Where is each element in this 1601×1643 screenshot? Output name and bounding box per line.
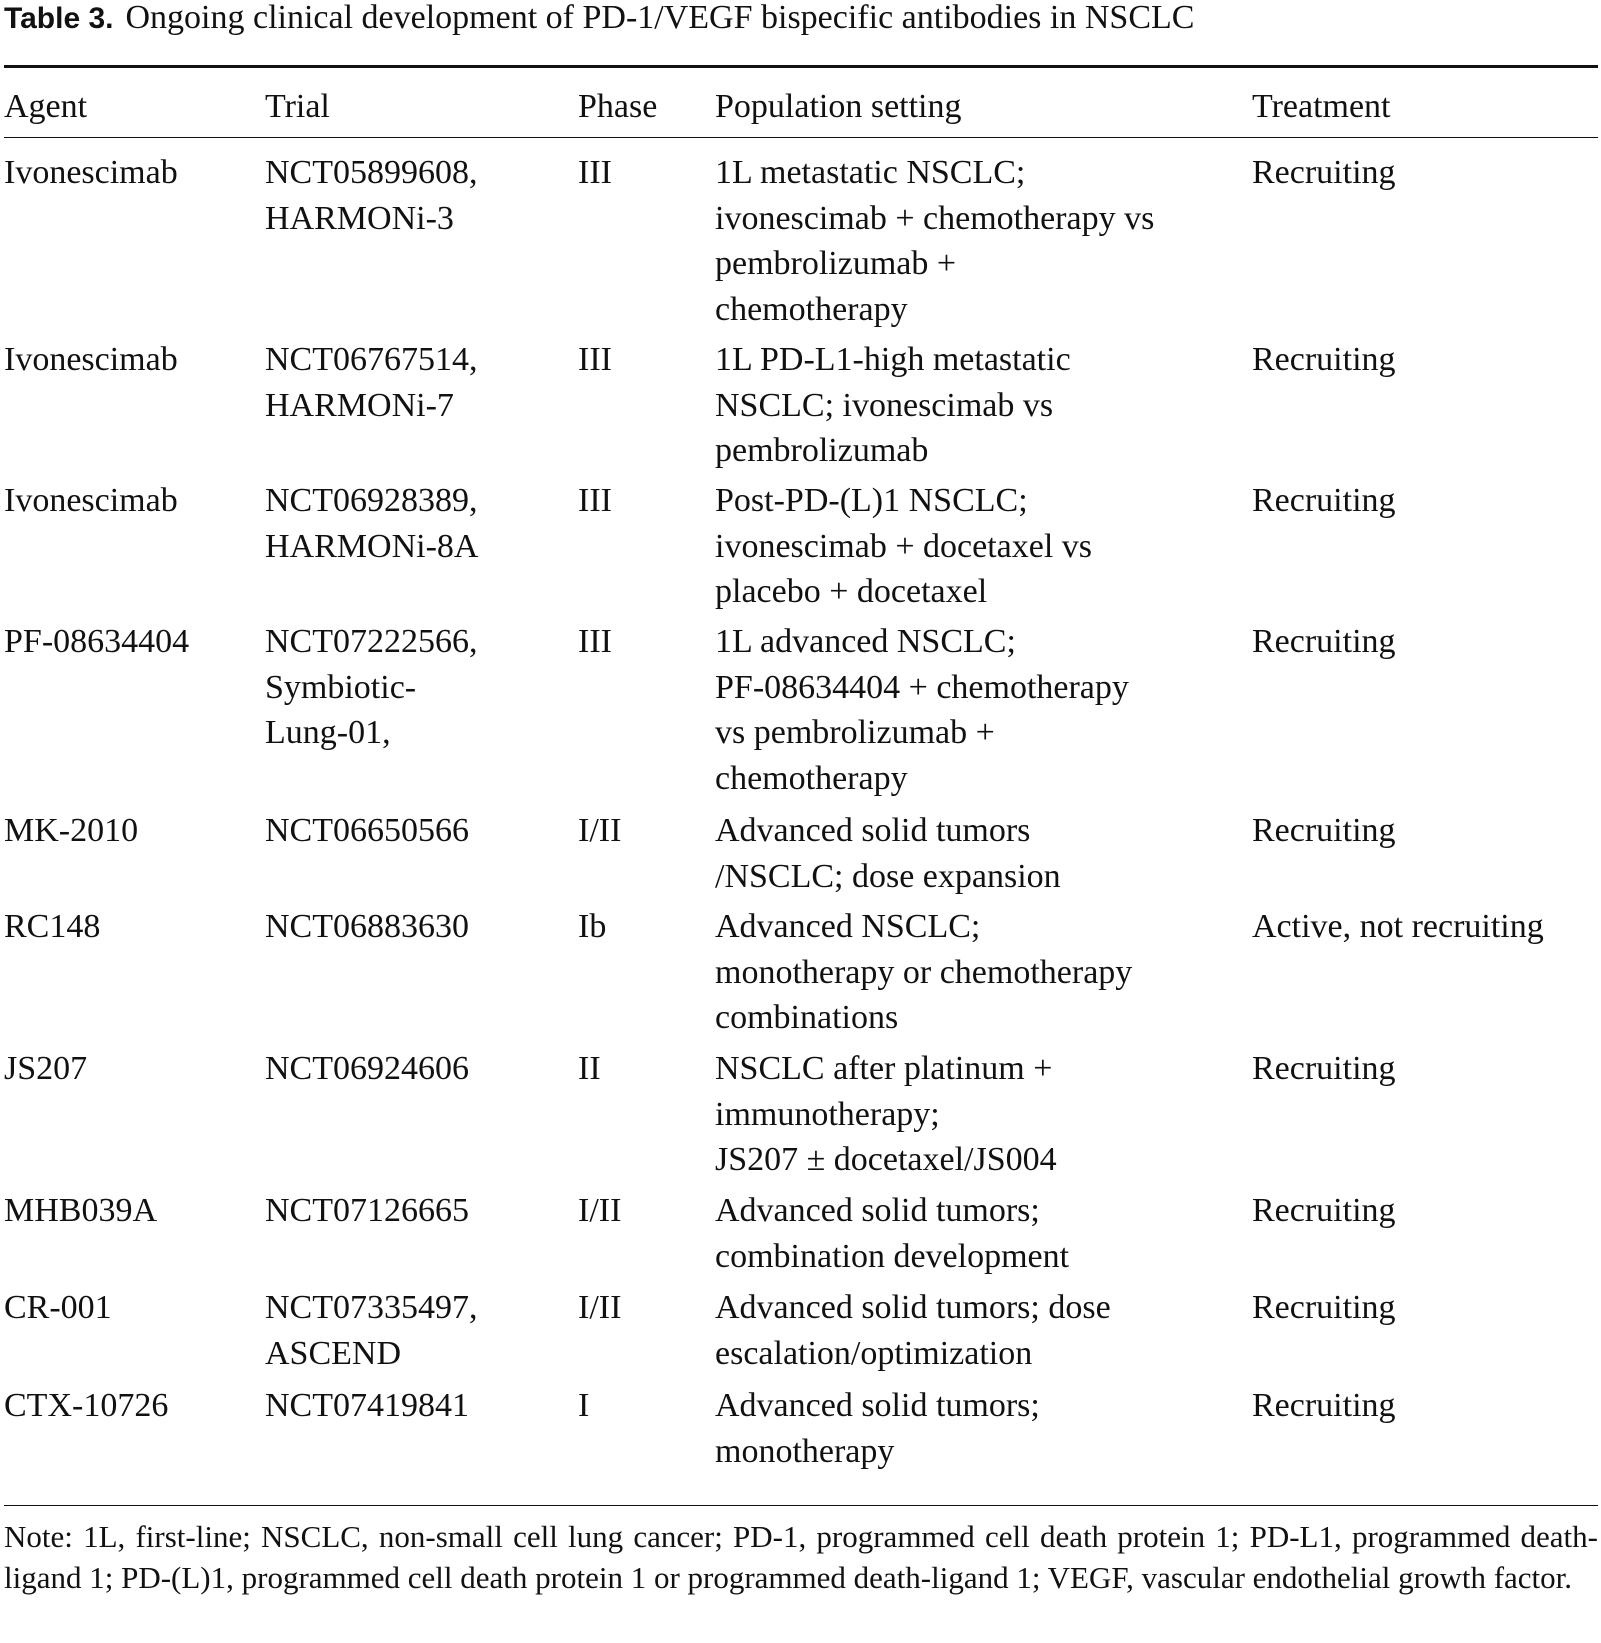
cell-population-line: /NSCLC; dose expansion <box>715 857 1061 895</box>
header-treatment: Treatment <box>1252 88 1391 125</box>
cell-trial <box>265 808 469 854</box>
cell-population-line: Advanced solid tumors; dose <box>715 1289 1111 1326</box>
cell-population-line: vs pembrolizumab + <box>715 714 995 751</box>
cell-population-line: ivonescimab + chemotherapy vs <box>715 199 1155 237</box>
cell-agent: PF-08634404 <box>4 623 190 660</box>
cell-population-line: Post-PD-(L)1 NSCLC; <box>715 482 1028 519</box>
cell-trial <box>265 478 478 569</box>
cell-population-line: PF-08634404 + chemotherapy <box>715 668 1129 706</box>
cell-treatment: Recruiting <box>1252 1192 1396 1229</box>
cell-trial-line: NCT06924606 <box>265 1050 469 1087</box>
header-phase: Phase <box>578 88 658 125</box>
cell-population <box>715 904 1132 1041</box>
cell-trial-line: NCT07222566, <box>265 623 478 660</box>
cell-population-line: ivonescimab + docetaxel vs <box>715 527 1093 565</box>
cell-phase: III <box>578 341 612 378</box>
cell-population-line: Advanced solid tumors; <box>715 1387 1040 1424</box>
cell-agent: Ivonescimab <box>4 341 178 378</box>
table-header <box>4 84 1598 124</box>
cell-population-line: Advanced solid tumors <box>715 812 1031 849</box>
cell-trial-line: NCT06883630 <box>265 908 469 945</box>
cell-trial-line: NCT06650566 <box>265 812 469 849</box>
cell-population-line: pembrolizumab <box>715 432 929 469</box>
cell-trial-line: NCT07419841 <box>265 1387 469 1424</box>
cell-trial <box>265 150 478 241</box>
cell-population <box>715 619 1129 801</box>
cell-population-line: Advanced NSCLC; <box>715 908 981 945</box>
cell-phase: I/II <box>578 1192 622 1229</box>
cell-trial <box>265 1383 469 1429</box>
cell-trial-line: Symbiotic- <box>265 668 417 706</box>
cell-population-line: placebo + docetaxel <box>715 573 988 610</box>
table-label: Table 3. <box>4 2 114 35</box>
cell-population <box>715 478 1092 615</box>
cell-trial <box>265 1285 478 1376</box>
cell-trial <box>265 1188 469 1234</box>
cell-phase: I/II <box>578 812 622 849</box>
header-agent: Agent <box>4 88 88 125</box>
cell-population-line: combinations <box>715 999 899 1036</box>
cell-agent: RC148 <box>4 908 101 945</box>
cell-trial <box>265 1046 469 1092</box>
cell-trial <box>265 337 478 428</box>
cell-trial-line: HARMONi-7 <box>265 386 454 424</box>
table-title: Ongoing clinical development of PD-1/VEGF bispecific antibodies in NSCLC <box>125 0 1195 36</box>
cell-population-line: combination development <box>715 1237 1070 1275</box>
cell-trial-line: NCT05899608, <box>265 154 478 191</box>
cell-trial-line: NCT06928389, <box>265 482 478 519</box>
header-rule <box>4 137 1598 138</box>
cell-agent: Ivonescimab <box>4 482 178 519</box>
cell-phase: II <box>578 1050 601 1087</box>
cell-phase: III <box>578 154 612 191</box>
cell-population-line: 1L PD-L1-high metastatic <box>715 341 1071 378</box>
cell-treatment: Recruiting <box>1252 482 1396 519</box>
cell-population-line: monotherapy or chemotherapy <box>715 953 1133 991</box>
bottom-rule <box>4 1505 1598 1506</box>
cell-trial-line: NCT07126665 <box>265 1192 469 1229</box>
cell-population-line: NSCLC; ivonescimab vs <box>715 386 1054 424</box>
cell-treatment: Recruiting <box>1252 1050 1396 1087</box>
cell-trial-line: NCT07335497, <box>265 1289 478 1326</box>
cell-phase: I <box>578 1387 590 1424</box>
cell-phase: Ib <box>578 908 607 945</box>
cell-treatment: Active, not recruiting <box>1252 908 1544 945</box>
cell-agent: JS207 <box>4 1050 88 1087</box>
cell-phase: III <box>578 482 612 519</box>
cell-population <box>715 1188 1069 1279</box>
cell-trial-line: Lung-01, <box>265 714 391 751</box>
cell-phase: III <box>578 623 612 660</box>
cell-trial-line: NCT06767514, <box>265 341 478 378</box>
cell-trial <box>265 904 469 950</box>
cell-population-line: escalation/optimization <box>715 1334 1033 1372</box>
cell-population-line: immunotherapy; <box>715 1095 940 1133</box>
cell-population <box>715 808 1061 899</box>
cell-trial-line: HARMONi-3 <box>265 199 454 237</box>
cell-treatment: Recruiting <box>1252 812 1396 849</box>
cell-agent: CR-001 <box>4 1289 112 1326</box>
cell-agent: MHB039A <box>4 1192 158 1229</box>
cell-population-line: pembrolizumab + <box>715 245 957 282</box>
cell-trial-line: HARMONi-8A <box>265 527 479 565</box>
cell-trial-line: ASCEND <box>265 1334 402 1372</box>
cell-population <box>715 337 1071 474</box>
cell-population <box>715 150 1154 332</box>
cell-population-line: Advanced solid tumors; <box>715 1192 1040 1229</box>
cell-treatment: Recruiting <box>1252 623 1396 660</box>
table-figure <box>4 0 1598 1595</box>
table-caption <box>4 0 1598 40</box>
cell-trial <box>265 619 478 756</box>
cell-treatment: Recruiting <box>1252 154 1396 191</box>
cell-population <box>715 1285 1111 1376</box>
cell-treatment: Recruiting <box>1252 341 1396 378</box>
cell-phase: I/II <box>578 1289 622 1326</box>
cell-population-line: chemotherapy <box>715 290 908 328</box>
cell-treatment: Recruiting <box>1252 1387 1396 1424</box>
cell-agent: Ivonescimab <box>4 154 178 191</box>
cell-population-line: 1L advanced NSCLC; <box>715 623 1016 660</box>
top-rule <box>4 65 1598 68</box>
cell-population <box>715 1383 1040 1474</box>
cell-population <box>715 1046 1057 1183</box>
cell-treatment: Recruiting <box>1252 1289 1396 1326</box>
header-population: Population setting <box>715 88 962 125</box>
cell-population-line: monotherapy <box>715 1432 895 1470</box>
cell-population-line: 1L metastatic NSCLC; <box>715 154 1026 191</box>
header-trial: Trial <box>265 88 330 125</box>
cell-agent: CTX-10726 <box>4 1387 169 1424</box>
cell-population-line: JS207 ± docetaxel/JS004 <box>715 1141 1057 1178</box>
table-note: Note: 1L, first-line; NSCLC, non-small cell lung cancer; PD-1, programmed cell death protein 1; PD-L1, programmed death-ligand 1; PD-(L)1, programmed cell death protein 1 or programmed death-ligand 1; VEGF, vascular endothelial growth factor. <box>4 1519 1598 1595</box>
cell-agent: MK-2010 <box>4 812 139 849</box>
cell-population-line: chemotherapy <box>715 759 908 797</box>
cell-population-line: NSCLC after platinum + <box>715 1050 1053 1087</box>
